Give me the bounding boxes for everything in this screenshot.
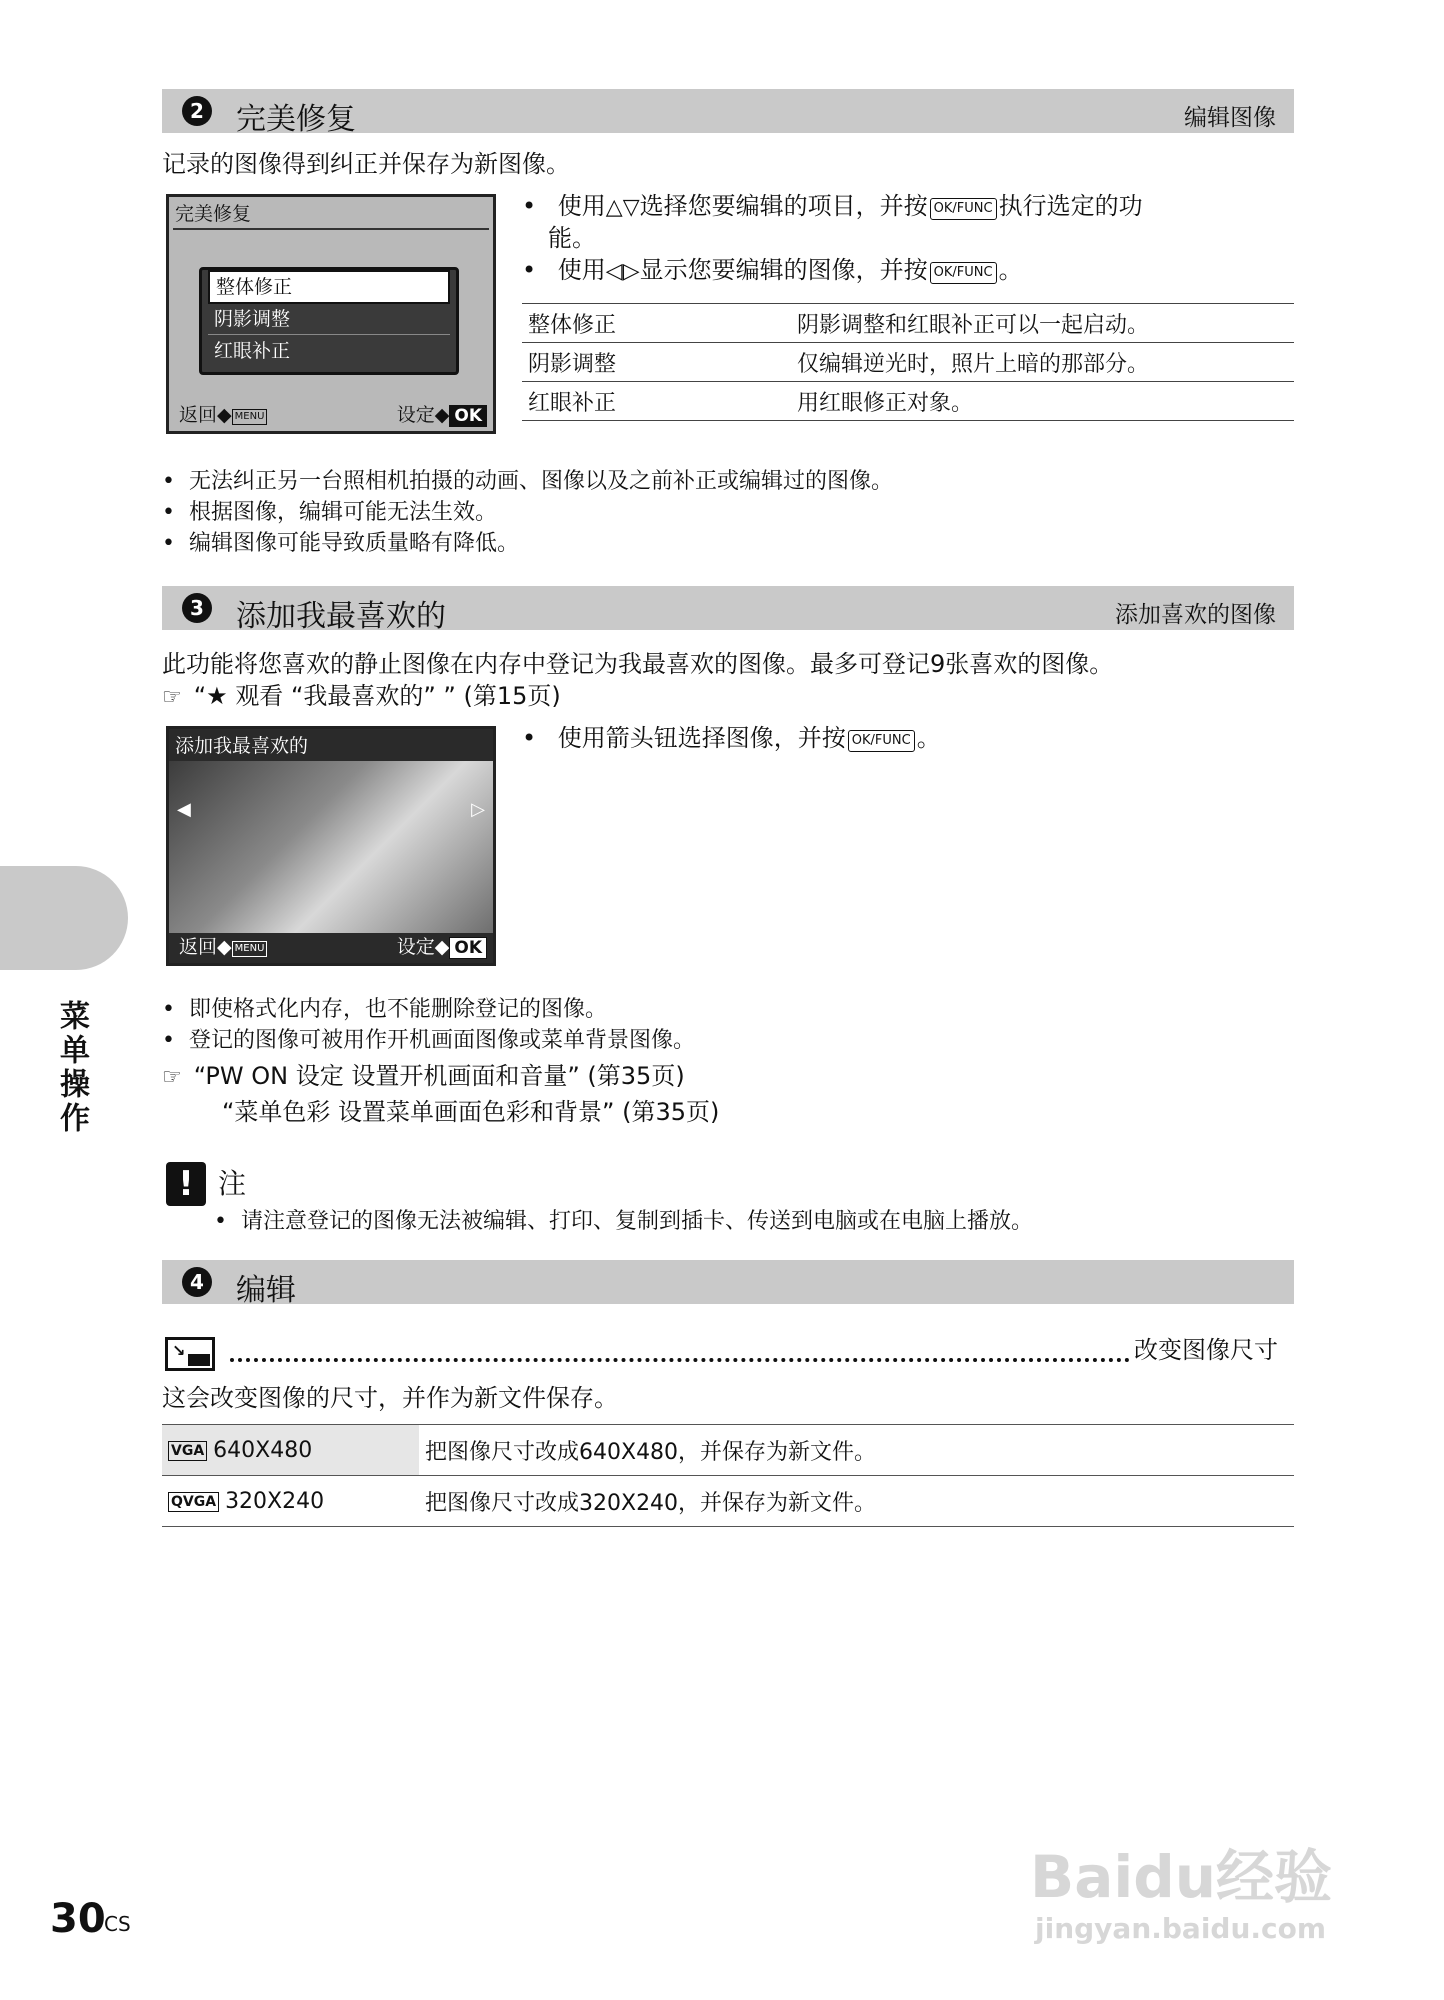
text: 使用 xyxy=(557,256,606,284)
size-option xyxy=(162,1476,419,1527)
screen-title: 完美修复 xyxy=(175,203,252,225)
side-label xyxy=(52,1000,92,1136)
note-text: 根据图像，编辑可能无法生效。 xyxy=(188,500,497,525)
instruction-select-image xyxy=(522,722,941,754)
text: 显示您要编辑的图像，并按 xyxy=(639,256,928,284)
prev-arrow-icon[interactable]: ◀ xyxy=(177,799,191,820)
hand-pointer-icon: ☞ xyxy=(162,1065,182,1090)
warning-icon: ! xyxy=(166,1162,206,1206)
screen-back: 返回◆ MENU xyxy=(179,932,267,959)
camera-screen-favorites xyxy=(166,726,496,966)
section-intro: 这会改变图像的尺寸，并作为新文件保存。 xyxy=(162,1384,618,1412)
ref-text: “★ 观看 “我最喜欢的” ” (第15页) xyxy=(193,682,561,710)
text: 使用 xyxy=(557,192,606,220)
note-item xyxy=(162,466,893,498)
resize-table xyxy=(162,1424,1294,1527)
ref-text: “PW ON 设定 设置开机画面和音量” (第35页) xyxy=(193,1062,685,1090)
reference-link: “菜单色彩 设置菜单画面色彩和背景” (第35页) xyxy=(222,1098,720,1126)
section-header-perfect-fix xyxy=(162,89,1294,137)
note-text: 无法纠正另一台照相机拍摄的动画、图像以及之前补正或编辑过的图像。 xyxy=(188,469,893,494)
text: 执行选定的功 xyxy=(998,192,1143,220)
table-row xyxy=(162,1476,1294,1527)
section-number: 2 xyxy=(182,96,212,126)
option-name: 红眼补正 xyxy=(522,382,791,421)
note-text: 请注意登记的图像无法被编辑、打印、复制到插卡、传送到电脑或在电脑上播放。 xyxy=(240,1209,1033,1234)
menu-button-icon: MENU xyxy=(232,409,268,425)
table-row xyxy=(522,304,1294,343)
section-title: 编辑 xyxy=(236,1273,296,1308)
note-item xyxy=(162,994,607,1026)
menu-item-shadow[interactable]: 阴影调整 xyxy=(208,304,450,335)
ok-button-icon: OK xyxy=(449,405,487,427)
screen-set: 设定◆ OK xyxy=(397,932,487,959)
size-value: 640X480 xyxy=(213,1437,313,1463)
ok-button-icon: OK xyxy=(449,937,487,959)
section-category: 编辑图像 xyxy=(1184,105,1276,131)
section-category: 添加喜欢的图像 xyxy=(1115,602,1276,628)
up-down-arrows-icon: △▽ xyxy=(605,195,640,220)
menu-button-icon: MENU xyxy=(232,941,268,957)
photo-preview xyxy=(169,761,493,933)
size-option xyxy=(162,1425,419,1476)
menu-item-redeye[interactable]: 红眼补正 xyxy=(214,340,291,362)
note-item xyxy=(162,1025,695,1057)
size-desc: 把图像尺寸改成320X240，并保存为新文件。 xyxy=(419,1476,1294,1527)
note-text: 编辑图像可能导致质量略有降低。 xyxy=(188,531,519,556)
watermark-logo: Baidu经验 xyxy=(1030,1843,1333,1911)
side-tab xyxy=(0,866,128,970)
note-text: 即使格式化内存，也不能删除登记的图像。 xyxy=(188,997,607,1022)
page-number: 30 xyxy=(50,1896,106,1942)
size-value: 320X240 xyxy=(225,1488,325,1514)
resize-label: 改变图像尺寸 xyxy=(1134,1336,1278,1364)
resize-icon: ↘ xyxy=(165,1337,215,1371)
screen-back: 返回◆ MENU xyxy=(179,400,267,427)
note-title: 注 xyxy=(218,1167,247,1200)
reference-link xyxy=(162,680,561,714)
watermark-url: jingyan.baidu.com xyxy=(1035,1912,1327,1945)
left-right-arrows-icon: ◁▷ xyxy=(605,259,640,284)
option-desc: 用红眼修正对象。 xyxy=(791,382,1294,421)
option-desc: 仅编辑逆光时，照片上暗的那部分。 xyxy=(791,343,1294,382)
text: 选择您要编辑的项目，并按 xyxy=(639,192,928,220)
section-intro: 此功能将您喜欢的静止图像在内存中登记为我最喜欢的图像。最多可登记9张喜欢的图像。 xyxy=(162,650,1114,678)
screen-title: 添加我最喜欢的 xyxy=(175,735,309,757)
table-row xyxy=(162,1425,1294,1476)
text: 。 xyxy=(998,256,1023,284)
text: 使用箭头钮选择图像，并按 xyxy=(557,724,846,752)
text: 。 xyxy=(916,724,941,752)
note-item xyxy=(162,497,497,529)
screen-set: 设定◆ OK xyxy=(397,400,487,427)
section-intro: 记录的图像得到纠正并保存为新图像。 xyxy=(162,150,570,178)
option-desc: 阴影调整和红眼补正可以一起启动。 xyxy=(791,304,1294,343)
section-number: 3 xyxy=(182,593,212,623)
note-item xyxy=(214,1206,1033,1238)
option-name: 阴影调整 xyxy=(522,343,791,382)
page-language: CS xyxy=(104,1912,131,1936)
section-header-add-favorites xyxy=(162,586,1294,634)
instruction-display xyxy=(522,254,1023,288)
section-number: 4 xyxy=(182,1267,212,1297)
section-title: 完美修复 xyxy=(236,102,356,137)
section-header-edit xyxy=(162,1260,1294,1308)
instruction-select xyxy=(522,190,1143,224)
qvga-icon: QVGA xyxy=(168,1492,219,1512)
note-item xyxy=(162,528,519,560)
table-row xyxy=(522,382,1294,421)
options-table xyxy=(522,303,1294,421)
size-desc: 把图像尺寸改成640X480，并保存为新文件。 xyxy=(419,1425,1294,1476)
hand-pointer-icon: ☞ xyxy=(162,685,182,710)
screen-menu xyxy=(199,267,459,375)
side-label-text: 菜单操作 xyxy=(54,1000,89,1136)
option-name: 整体修正 xyxy=(522,304,791,343)
reference-link xyxy=(162,1060,685,1094)
ok-func-button-icon: OK/FUNC xyxy=(930,198,997,220)
set-label: 设定 xyxy=(396,404,435,426)
vga-icon: VGA xyxy=(168,1441,207,1461)
ok-func-button-icon: OK/FUNC xyxy=(930,262,997,284)
table-row xyxy=(522,343,1294,382)
instruction-select-cont: 能。 xyxy=(548,224,596,252)
section-title: 添加我最喜欢的 xyxy=(236,599,446,634)
menu-item-overall[interactable]: 整体修正 xyxy=(208,270,450,304)
back-label: 返回 xyxy=(179,936,218,958)
leader-dots xyxy=(230,1340,1130,1362)
set-label: 设定 xyxy=(396,936,435,958)
camera-screen-perfect-fix xyxy=(166,194,496,434)
next-arrow-icon[interactable]: ▷ xyxy=(471,799,485,820)
back-label: 返回 xyxy=(179,404,218,426)
ok-func-button-icon: OK/FUNC xyxy=(848,730,915,752)
note-text: 登记的图像可被用作开机画面图像或菜单背景图像。 xyxy=(188,1028,695,1053)
